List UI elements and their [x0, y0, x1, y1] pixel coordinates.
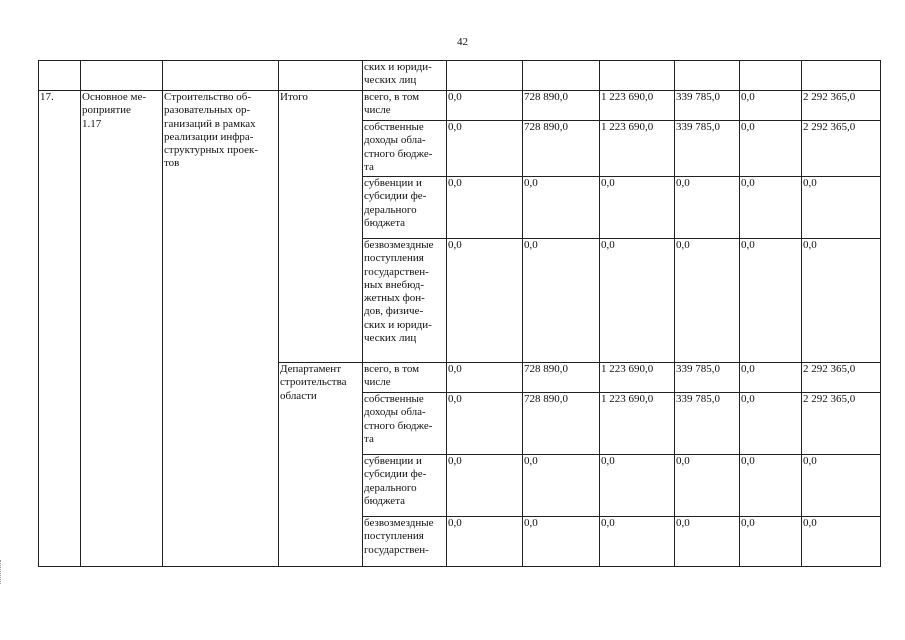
amount-cell: 0,0 [600, 517, 675, 567]
funding-source-cell: собственные доходы обла- стного бюдже- та [363, 393, 447, 455]
amount-cell: 0,0 [740, 517, 802, 567]
amount-cell: 339 785,0 [675, 121, 740, 177]
amount-cell: 0,0 [523, 177, 600, 239]
amount-cell: 339 785,0 [675, 91, 740, 121]
cell-empty [447, 61, 523, 91]
amount-cell: 0,0 [523, 239, 600, 363]
funding-source-cell: всего, в том числе [363, 363, 447, 393]
cell-empty [600, 61, 675, 91]
amount-cell: 1 223 690,0 [600, 121, 675, 177]
amount-cell: 0,0 [802, 455, 881, 517]
funding-source-cell: собственные доходы обла- стного бюдже- та [363, 121, 447, 177]
amount-cell: 0,0 [447, 177, 523, 239]
amount-cell: 2 292 365,0 [802, 91, 881, 121]
page-number: 42 [457, 36, 468, 48]
amount-cell: 0,0 [447, 517, 523, 567]
budget-table [38, 60, 881, 567]
amount-cell: 0,0 [740, 177, 802, 239]
amount-cell: 0,0 [447, 363, 523, 393]
cell-empty [279, 61, 363, 91]
table-row-continuation [39, 61, 881, 91]
amount-cell: 0,0 [802, 177, 881, 239]
amount-cell: 1 223 690,0 [600, 363, 675, 393]
amount-cell: 339 785,0 [675, 363, 740, 393]
row-number-cell: 17. [39, 91, 81, 567]
item-body [39, 91, 881, 567]
amount-cell: 0,0 [740, 91, 802, 121]
activity-description-cell: Строительство об- разовательных ор- ганизаций в рамках реализации инфра- структурных проек- тов [163, 91, 279, 567]
amount-cell: 2 292 365,0 [802, 363, 881, 393]
cell-empty [163, 61, 279, 91]
amount-cell: 0,0 [447, 393, 523, 455]
executor-cell: Департамент строительства области [279, 363, 363, 567]
amount-cell: 0,0 [523, 455, 600, 517]
executor-cell: Итого [279, 91, 363, 363]
cell-empty [740, 61, 802, 91]
amount-cell: 2 292 365,0 [802, 121, 881, 177]
activity-name-cell: Основное ме- роприятие 1.17 [81, 91, 163, 567]
funding-source-cell: безвозмездные поступления государствен- [363, 517, 447, 567]
cell-empty [39, 61, 81, 91]
amount-cell: 0,0 [600, 177, 675, 239]
amount-cell: 0,0 [675, 517, 740, 567]
amount-cell: 0,0 [740, 121, 802, 177]
funding-source-cell: субвенции и субсидии фе- дерального бюджета [363, 455, 447, 517]
amount-cell: 0,0 [740, 393, 802, 455]
table-row [39, 91, 881, 121]
amount-cell: 0,0 [740, 455, 802, 517]
amount-cell: 0,0 [740, 363, 802, 393]
amount-cell: 728 890,0 [523, 121, 600, 177]
amount-cell: 0,0 [523, 517, 600, 567]
amount-cell: 728 890,0 [523, 393, 600, 455]
amount-cell: 0,0 [675, 177, 740, 239]
amount-cell: 728 890,0 [523, 91, 600, 121]
amount-cell: 2 292 365,0 [802, 393, 881, 455]
cell-empty [81, 61, 163, 91]
funding-source-cell: безвозмездные поступления государствен- ных внебюд- жетных фон- дов, физиче- ских и юриди- ческих лиц [363, 239, 447, 363]
amount-cell: 339 785,0 [675, 393, 740, 455]
amount-cell: 0,0 [447, 121, 523, 177]
funding-source-cell: ских и юриди- ческих лиц [363, 61, 447, 91]
amount-cell: 0,0 [447, 455, 523, 517]
funding-source-cell: субвенции и субсидии фе- дерального бюджета [363, 177, 447, 239]
amount-cell: 0,0 [447, 91, 523, 121]
amount-cell: 1 223 690,0 [600, 91, 675, 121]
cell-empty [675, 61, 740, 91]
cell-empty [523, 61, 600, 91]
edge-mark [0, 560, 4, 584]
funding-source-cell: всего, в том числе [363, 91, 447, 121]
amount-cell: 0,0 [675, 239, 740, 363]
amount-cell: 1 223 690,0 [600, 393, 675, 455]
amount-cell: 0,0 [802, 517, 881, 567]
amount-cell: 728 890,0 [523, 363, 600, 393]
amount-cell: 0,0 [675, 455, 740, 517]
amount-cell: 0,0 [802, 239, 881, 363]
amount-cell: 0,0 [740, 239, 802, 363]
amount-cell: 0,0 [600, 239, 675, 363]
amount-cell: 0,0 [447, 239, 523, 363]
cell-empty [802, 61, 881, 91]
amount-cell: 0,0 [600, 455, 675, 517]
